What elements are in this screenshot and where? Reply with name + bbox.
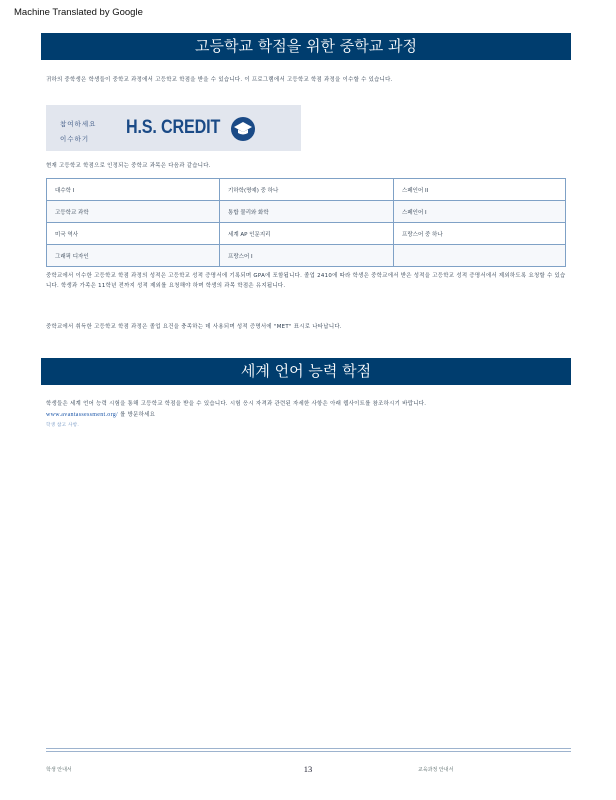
table-cell: 대수학 I bbox=[47, 179, 220, 201]
grades-paragraph: 중학교에서 이수한 고등학교 학점 과정의 성적은 고등학교 성적 증명서에 기록되며 GPA에 포함됩니다. 졸업 2410에 따라 학생은 중학교에서 받은 성적을 고등학교 성적 증명서에서 제외하도록 요청할 수 있습니다. 학생과 가족은 11학년 전까지 성적 제외를 요청해야 하며 학생의 과목 학점은 유지됩니다. bbox=[46, 273, 566, 289]
table-caption: 현재 고등학교 학점으로 인정되는 중학교 과목은 다음과 같습니다. bbox=[46, 163, 211, 169]
table-cell: 그래픽 디자인 bbox=[47, 245, 220, 267]
intro-paragraph: 귀하의 중학생은 학생들이 중학교 과정에서 고등학교 학점을 받을 수 있습니다. 이 프로그램에서 고등학교 학점 과정을 이수할 수 있습니다. bbox=[46, 77, 393, 83]
table-cell: 미국 역사 bbox=[47, 223, 220, 245]
logo-brand-text: H.S. CREDIT bbox=[126, 117, 221, 138]
page-number: 13 bbox=[303, 764, 313, 774]
hs-credit-logo bbox=[46, 105, 301, 151]
footer-rule-top bbox=[46, 748, 571, 749]
link-suffix: 를 방문하세요 bbox=[120, 412, 156, 418]
table-row bbox=[47, 245, 566, 267]
table-cell: 프랑스어 중 하나 bbox=[394, 223, 566, 245]
footer-rule-bottom bbox=[46, 751, 571, 752]
table-cell bbox=[394, 245, 566, 267]
table-cell: 고등학교 과학 bbox=[47, 201, 220, 223]
table-cell: 통합 물리와 화학 bbox=[220, 201, 394, 223]
footer-left-text: 학생 안내서 bbox=[46, 767, 72, 773]
graduation-cap-icon bbox=[230, 116, 256, 142]
table-cell: 스페인어 I bbox=[394, 201, 566, 223]
table-row bbox=[47, 201, 566, 223]
footer-right-text: 교육과정 안내서 bbox=[418, 767, 454, 773]
section-title-world-language: 세계 언어 능력 학점 bbox=[41, 358, 571, 385]
logo-line-2: 이수하기 bbox=[60, 135, 90, 143]
table-cell: 기하학(명예) 중 하나 bbox=[220, 179, 394, 201]
world-language-link-line bbox=[46, 411, 571, 421]
machine-translation-notice: Machine Translated by Google bbox=[14, 7, 143, 18]
table-cell: 세계 AP 인문지리 bbox=[220, 223, 394, 245]
student-note: 학생 참고 사항. bbox=[46, 423, 80, 428]
course-table bbox=[46, 178, 566, 267]
table-row bbox=[47, 223, 566, 245]
met-paragraph: 중학교에서 취득한 고등학교 학점 과정은 졸업 요건을 충족하는 데 사용되며 성적 증명서에 "MET" 표시로 나타납니다. bbox=[46, 324, 342, 330]
world-language-paragraph: 학생들은 세계 언어 능력 시험을 통해 고등학교 학점을 받을 수 있습니다. 시험 응시 자격과 관련된 자세한 사항은 아래 웹사이트를 참조하시기 바랍니다. bbox=[46, 401, 427, 407]
table-cell: 프랑스어 I bbox=[220, 245, 394, 267]
avant-link[interactable]: www.avantassessment.org/ bbox=[46, 412, 119, 418]
table-cell: 스페인어 II bbox=[394, 179, 566, 201]
table-row bbox=[47, 179, 566, 201]
section-title-hs-credit: 고등학교 학점을 위한 중학교 과정 bbox=[41, 33, 571, 60]
logo-line-1: 참여하세요 bbox=[60, 120, 97, 128]
